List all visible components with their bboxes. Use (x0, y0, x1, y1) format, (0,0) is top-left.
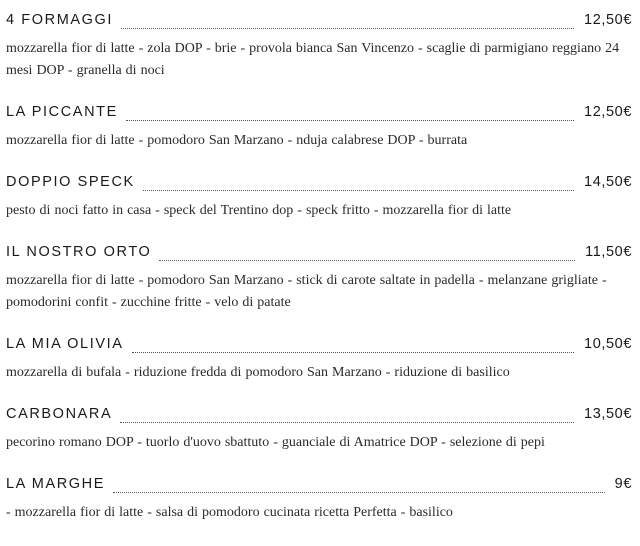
menu-item-description: mozzarella di bufala - riduzione fredda di pomodoro San Marzano - riduzione di basilico (6, 365, 510, 380)
menu-item-name: LA MIA OLIVIA (6, 336, 124, 352)
menu-item-header (6, 104, 632, 130)
menu-item-header (6, 12, 632, 38)
menu-item-price: 10,50€ (584, 336, 632, 352)
menu-item-price: 11,50€ (585, 244, 632, 260)
menu-item-header (6, 244, 632, 270)
menu-item-header (6, 336, 632, 362)
menu-item (6, 174, 632, 222)
dotted-leader (120, 422, 574, 423)
menu-item-price: 12,50€ (584, 12, 632, 28)
menu-item-price: 13,50€ (584, 406, 632, 422)
menu-item (6, 406, 632, 454)
menu-item-header (6, 406, 632, 432)
pizza-menu (6, 12, 632, 546)
menu-item (6, 12, 632, 82)
dotted-leader (143, 190, 574, 191)
menu-item-header (6, 174, 632, 200)
menu-item-description: mozzarella fior di latte - zola DOP - brie - provola bianca San Vincenzo - scaglie di parmigiano reggiano 24 mesi DOP - granella di noci (6, 41, 620, 78)
menu-item-name: LA PICCANTE (6, 104, 118, 120)
dotted-leader (159, 260, 575, 261)
menu-item (6, 244, 632, 314)
dotted-leader (126, 120, 574, 121)
menu-item-name: LA MARGHE (6, 476, 106, 492)
menu-item-price: 9€ (614, 476, 632, 492)
menu-item (6, 104, 632, 152)
menu-item-name: DOPPIO SPECK (6, 174, 135, 190)
menu-item (6, 336, 632, 384)
dotted-leader (113, 492, 605, 493)
menu-item-description: mozzarella fior di latte - pomodoro San Marzano - stick di carote saltate in padella - melanzane grigliate - pomodorini confit - zucchine fritte - velo di patate (6, 273, 607, 310)
menu-item-description: mozzarella fior di latte - pomodoro San Marzano - nduja calabrese DOP - burrata (6, 133, 468, 148)
menu-item-description: pecorino romano DOP - tuorlo d'uovo sbattuto - guanciale di Amatrice DOP - selezione di pepi (6, 435, 545, 450)
dotted-leader (132, 352, 575, 353)
dotted-leader (121, 28, 574, 29)
menu-item-price: 14,50€ (584, 174, 632, 190)
menu-item-name: IL NOSTRO ORTO (6, 244, 152, 260)
menu-item-description: pesto di noci fatto in casa - speck del Trentino dop - speck fritto - mozzarella fior di latte (6, 203, 512, 218)
menu-item-price: 12,50€ (584, 104, 632, 120)
menu-item-header (6, 476, 632, 502)
menu-item-description: - mozzarella fior di latte - salsa di pomodoro cucinata ricetta Perfetta - basilico (6, 505, 453, 520)
menu-item (6, 476, 632, 524)
menu-item-name: 4 FORMAGGI (6, 12, 114, 28)
menu-item-name: CARBONARA (6, 406, 113, 422)
